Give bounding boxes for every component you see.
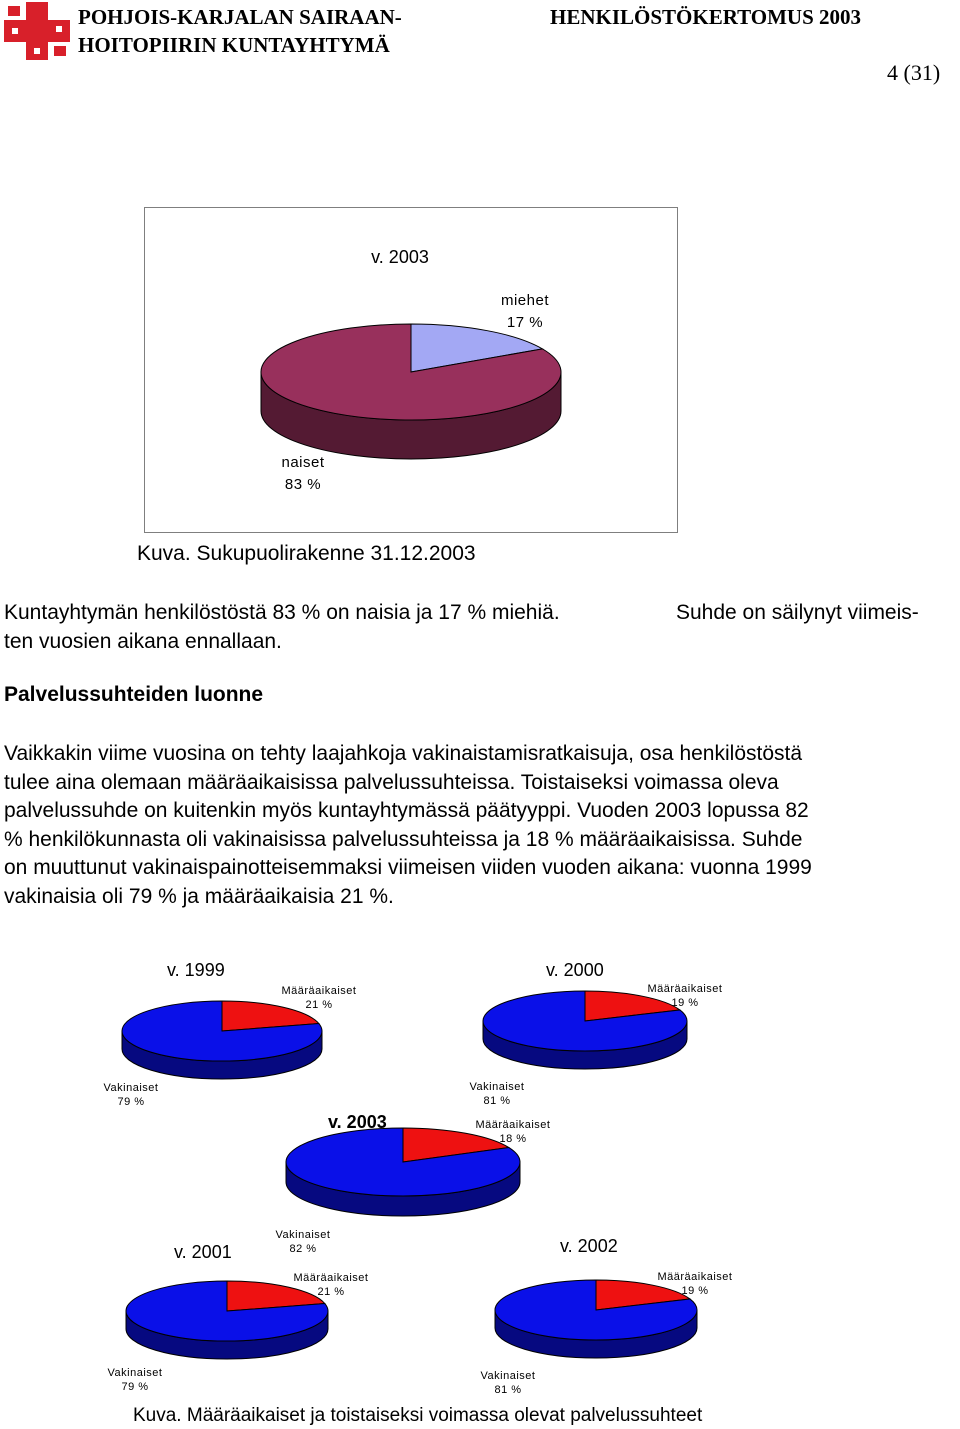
section-line-5: on muuttunut vakinaispainotteisemmaksi viimeisen viiden vuoden aikana: vuonna 1999 bbox=[4, 856, 812, 879]
chart-2002-temp-text: Määräaikaiset bbox=[657, 1271, 733, 1283]
page-header bbox=[0, 0, 960, 95]
chart-2001-perm-text: Vakinaiset bbox=[107, 1367, 163, 1379]
chart-2003-temp-value: 18 % bbox=[499, 1133, 527, 1145]
chart-2002-temp-value: 19 % bbox=[681, 1285, 709, 1297]
chart-2002-perm-text: Vakinaiset bbox=[480, 1370, 536, 1382]
section-heading: Palvelussuhteiden luonne bbox=[4, 683, 264, 706]
chart-1999-temp-text: Määräaikaiset bbox=[281, 985, 357, 997]
chart-2002-perm-value: 81 % bbox=[494, 1384, 522, 1396]
section-line-1: Vaikkakin viime vuosina on tehty laajahkoja vakinaistamisratkaisuja, osa henkilöstöstä bbox=[4, 742, 803, 765]
gender-pie-chart bbox=[145, 208, 677, 532]
paragraph-gender bbox=[4, 599, 960, 656]
chart-1999-temp-label bbox=[274, 984, 364, 1012]
chart-2002-year: v. 2002 bbox=[560, 1236, 618, 1256]
paragraph-gender-line1a: Kuntayhtymän henkilöstöstä 83 % on naisia ja 17 % miehiä. bbox=[4, 601, 560, 624]
chart-1999-temp-value: 21 % bbox=[305, 999, 333, 1011]
chart-1999-perm-value: 79 % bbox=[117, 1096, 145, 1108]
chart-2000-perm-value: 81 % bbox=[483, 1095, 511, 1107]
gender-chart-caption: Kuva. Sukupuolirakenne 31.12.2003 bbox=[137, 542, 476, 565]
chart-2003-year: v. 2003 bbox=[328, 1112, 387, 1132]
chart-2002-temp-label bbox=[650, 1270, 740, 1298]
chart-2002-perm-label bbox=[473, 1369, 543, 1397]
women-label bbox=[253, 452, 353, 496]
employment-pie-charts bbox=[0, 940, 960, 1420]
chart-2001-temp-text: Määräaikaiset bbox=[293, 1272, 369, 1284]
page-number: 4 (31) bbox=[887, 60, 941, 85]
chart-1999-perm-label bbox=[96, 1081, 166, 1109]
org-name-line2: HOITOPIIRIN KUNTAYHTYMÄ bbox=[78, 33, 390, 57]
chart-2001-temp-value: 21 % bbox=[317, 1286, 345, 1298]
section-line-4: % henkilökunnasta oli vakinaisissa palvelussuhteissa ja 18 % määräaikaisissa. Suhde bbox=[4, 827, 803, 851]
men-label-text: miehet bbox=[500, 292, 550, 309]
gender-chart-title: v. 2003 bbox=[371, 247, 429, 267]
chart-2003-temp-label bbox=[468, 1118, 558, 1146]
chart-2001-year: v. 2001 bbox=[174, 1242, 232, 1262]
chart-2000-temp-text: Määräaikaiset bbox=[647, 983, 723, 995]
chart-2000-perm-label bbox=[462, 1080, 532, 1108]
chart-2003-perm-value: 82 % bbox=[289, 1243, 317, 1255]
chart-2003-temp-text: Määräaikaiset bbox=[475, 1119, 551, 1131]
chart-2000-year: v. 2000 bbox=[546, 960, 604, 980]
section-paragraph bbox=[4, 740, 960, 911]
chart-2000-perm-text: Vakinaiset bbox=[469, 1081, 525, 1093]
men-value-text: 17 % bbox=[506, 314, 544, 331]
chart-2001-perm-label bbox=[100, 1366, 170, 1394]
women-value-text: 83 % bbox=[284, 476, 322, 493]
section-line-2: tulee aina olemaan määräaikaisissa palvelussuhteissa. Toistaiseksi voimassa oleva bbox=[4, 770, 779, 794]
chart-2000-temp-label bbox=[640, 982, 730, 1010]
red-cross-logo-icon bbox=[4, 2, 70, 60]
document-title: HENKILÖSTÖKERTOMUS 2003 bbox=[550, 5, 862, 29]
chart-2003-perm-label bbox=[268, 1228, 338, 1256]
chart-2001-perm-value: 79 % bbox=[121, 1381, 149, 1393]
org-name-line1: POHJOIS-KARJALAN SAIRAAN- bbox=[78, 5, 402, 29]
chart-2003-perm-text: Vakinaiset bbox=[275, 1229, 331, 1241]
chart-1999-year: v. 1999 bbox=[167, 960, 225, 980]
chart-2001-temp-label bbox=[286, 1271, 376, 1299]
paragraph-gender-line1b: Suhde on säilynyt viimeis- bbox=[676, 601, 919, 624]
paragraph-gender-line2: ten vuosien aikana ennallaan. bbox=[4, 629, 282, 653]
employment-chart-caption: Kuva. Määräaikaiset ja toistaiseksi voimassa olevat palvelussuhteet bbox=[133, 1405, 703, 1426]
men-label bbox=[475, 290, 575, 334]
section-line-3: palvelussuhde on kuitenkin myös kuntayhtymässä päätyyppi. Vuoden 2003 lopussa 82 bbox=[4, 799, 809, 822]
gender-chart-frame bbox=[144, 207, 678, 533]
chart-1999-perm-text: Vakinaiset bbox=[103, 1082, 159, 1094]
women-label-text: naiset bbox=[281, 454, 325, 471]
section-line-6: vakinaisia oli 79 % ja määräaikaisia 21 %. bbox=[4, 884, 394, 908]
chart-2000-temp-value: 19 % bbox=[671, 997, 699, 1009]
